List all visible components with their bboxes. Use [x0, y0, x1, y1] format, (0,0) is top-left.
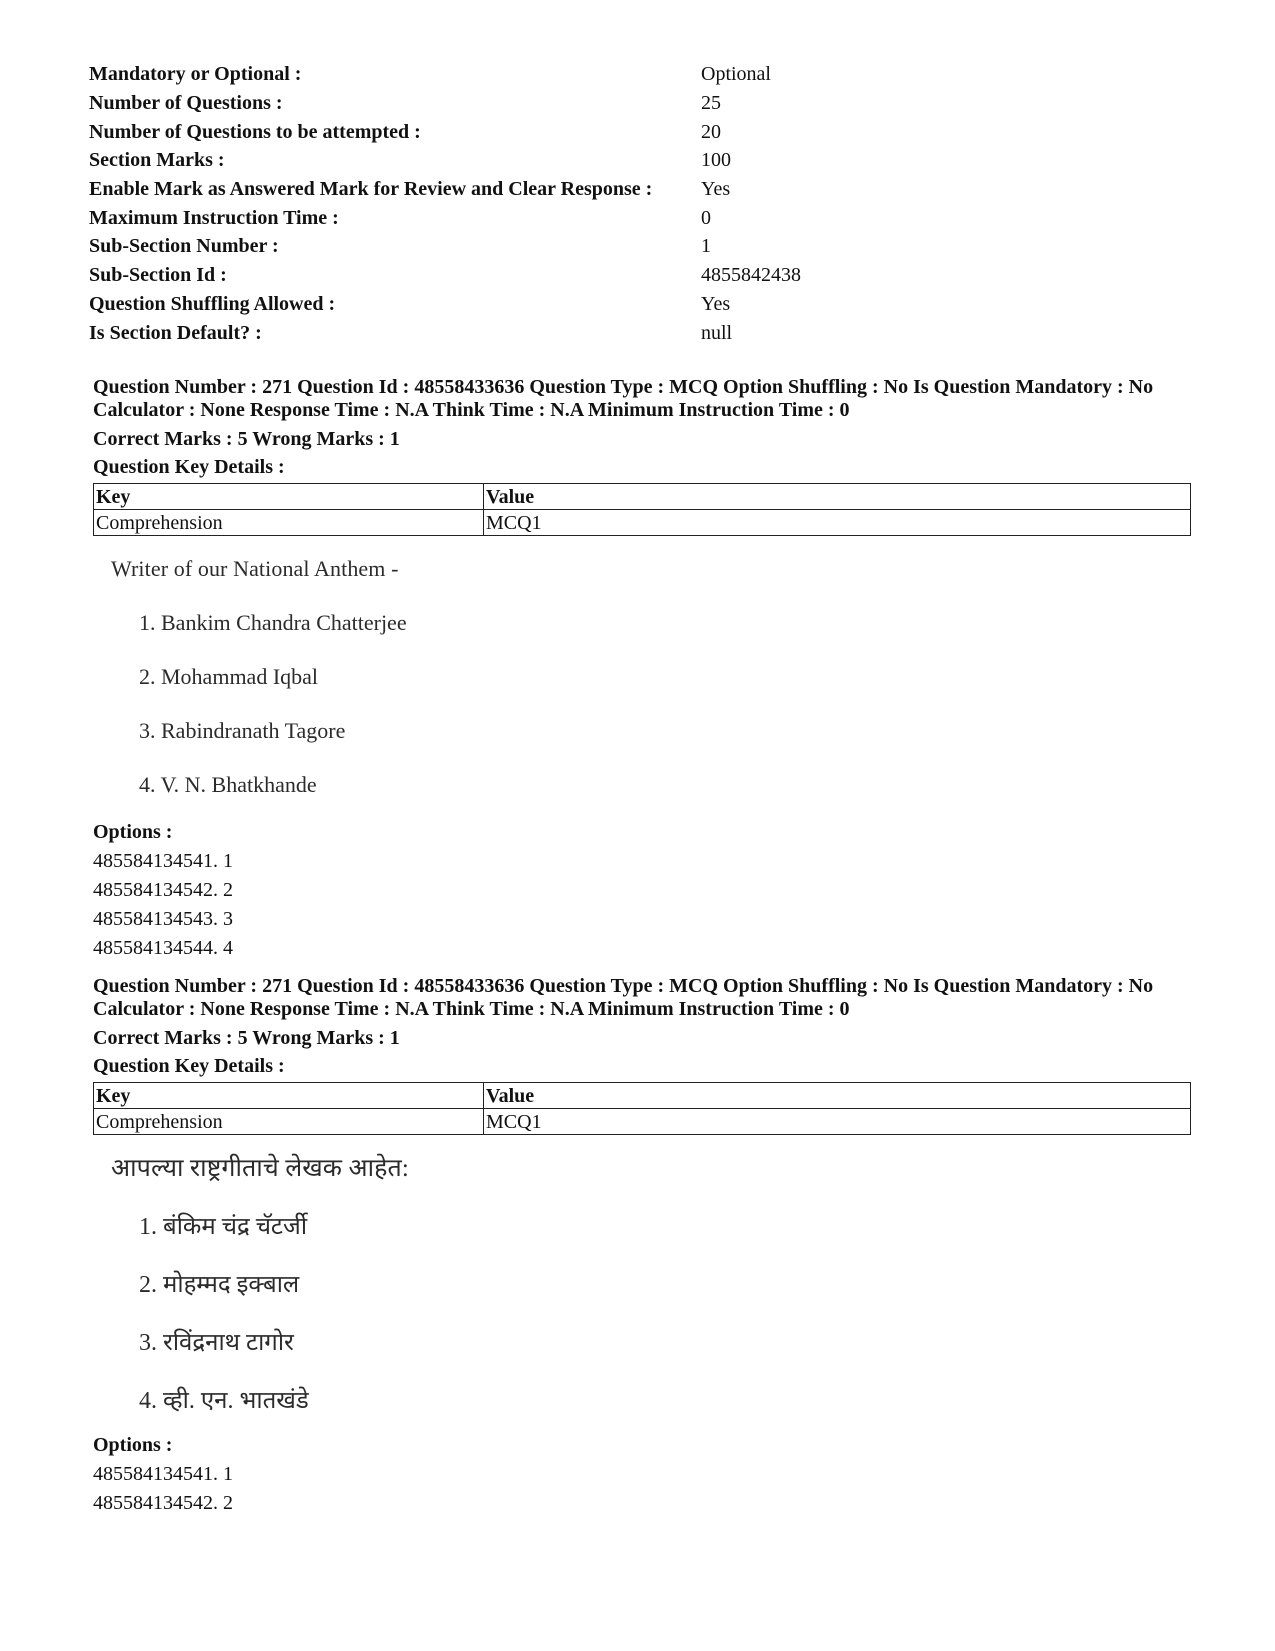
section-info: [89, 60, 1189, 347]
table-row: [94, 510, 1191, 536]
info-key: Maximum Instruction Time :: [89, 206, 339, 229]
table-cell: MCQ1: [484, 510, 1191, 536]
question-choice: 3. Rabindranath Tagore: [139, 718, 346, 743]
info-key: Question Shuffling Allowed :: [89, 292, 336, 315]
info-value: Yes: [701, 292, 731, 315]
key-details-title: Question Key Details :: [93, 1055, 285, 1077]
info-row: [89, 60, 1189, 89]
option-line: 485584134541. 1: [93, 1463, 233, 1485]
info-row: [89, 290, 1189, 319]
key-details-title: Question Key Details :: [93, 456, 285, 478]
info-row: [89, 318, 1189, 347]
table-cell: MCQ1: [484, 1109, 1191, 1135]
info-key: Number of Questions to be attempted :: [89, 120, 421, 143]
table-row: [94, 1109, 1191, 1135]
table-header-cell: Value: [484, 484, 1191, 510]
question-choice: 4. व्ही. एन. भातखंडे: [139, 1388, 309, 1414]
info-value: 4855842438: [701, 264, 801, 287]
info-key: Sub-Section Id :: [89, 264, 227, 287]
options-list: [93, 820, 1193, 963]
question-header: Question Number : 271 Question Id : 48558433636 Question Type : MCQ Option Shuffling : No Is Question Mandatory : No Calculator : None Response Time : N.A Think Time : N.A Minimum Instruction Time : 0: [93, 975, 1154, 1020]
table-cell: Comprehension: [94, 1109, 484, 1135]
info-value: Optional: [701, 63, 771, 86]
info-row: [89, 261, 1189, 290]
info-row: [89, 146, 1189, 175]
option-line: 485584134541. 1: [93, 850, 233, 872]
option-line: 485584134542. 2: [93, 1492, 233, 1514]
info-value: 1: [701, 235, 711, 258]
options-title: Options :: [93, 1434, 173, 1456]
info-value: 0: [701, 206, 711, 229]
question-marks: Correct Marks : 5 Wrong Marks : 1: [93, 1027, 400, 1049]
info-key: Enable Mark as Answered Mark for Review and Clear Response :: [89, 178, 653, 201]
question-choice: 1. Bankim Chandra Chatterjee: [139, 610, 407, 635]
info-row: [89, 203, 1189, 232]
info-key: Section Marks :: [89, 149, 225, 172]
info-row: [89, 232, 1189, 261]
question-choice: 1. बंकिम चंद्र चॅटर्जी: [139, 1214, 308, 1240]
table-cell: Comprehension: [94, 510, 484, 536]
options-list: [93, 1433, 1193, 1518]
info-row: [89, 175, 1189, 204]
question-stem: आपल्या राष्ट्रगीताचे लेखक आहेत:: [111, 1155, 409, 1182]
question-choice: 2. Mohammad Iqbal: [139, 664, 319, 689]
info-key: Is Section Default? :: [89, 321, 262, 344]
question-header: Question Number : 271 Question Id : 48558433636 Question Type : MCQ Option Shuffling : No Is Question Mandatory : No Calculator : None Response Time : N.A Think Time : N.A Minimum Instruction Time : 0: [93, 376, 1154, 421]
option-line: 485584134544. 4: [93, 937, 233, 959]
info-value: null: [701, 321, 733, 344]
info-row: [89, 117, 1189, 146]
key-details-table: [93, 483, 1191, 536]
question-image: [111, 554, 1193, 800]
question-marks: Correct Marks : 5 Wrong Marks : 1: [93, 428, 400, 450]
question-block-english: [93, 376, 1193, 963]
info-row: [89, 89, 1189, 118]
info-value: 20: [701, 120, 721, 143]
info-value: 100: [701, 149, 731, 172]
key-details-table: [93, 1082, 1191, 1135]
question-block-marathi: [93, 975, 1193, 1518]
info-key: Sub-Section Number :: [89, 235, 279, 258]
question-choice: 4. V. N. Bhatkhande: [139, 772, 317, 797]
question-choice: 3. रविंद्रनाथ टागोर: [139, 1330, 294, 1356]
option-line: 485584134542. 2: [93, 879, 233, 901]
info-value: Yes: [701, 178, 731, 201]
question-stem: Writer of our National Anthem -: [111, 556, 399, 581]
table-header-row: [94, 484, 1191, 510]
question-image: [111, 1153, 1193, 1417]
info-key: Number of Questions :: [89, 92, 283, 115]
table-header-cell: Value: [484, 1083, 1191, 1109]
table-header-cell: Key: [94, 1083, 484, 1109]
info-value: 25: [701, 92, 721, 115]
option-line: 485584134543. 3: [93, 908, 233, 930]
question-choice: 2. मोहम्मद इक्बाल: [139, 1272, 300, 1298]
options-title: Options :: [93, 821, 173, 843]
table-header-row: [94, 1083, 1191, 1109]
info-key: Mandatory or Optional :: [89, 63, 302, 86]
table-header-cell: Key: [94, 484, 484, 510]
